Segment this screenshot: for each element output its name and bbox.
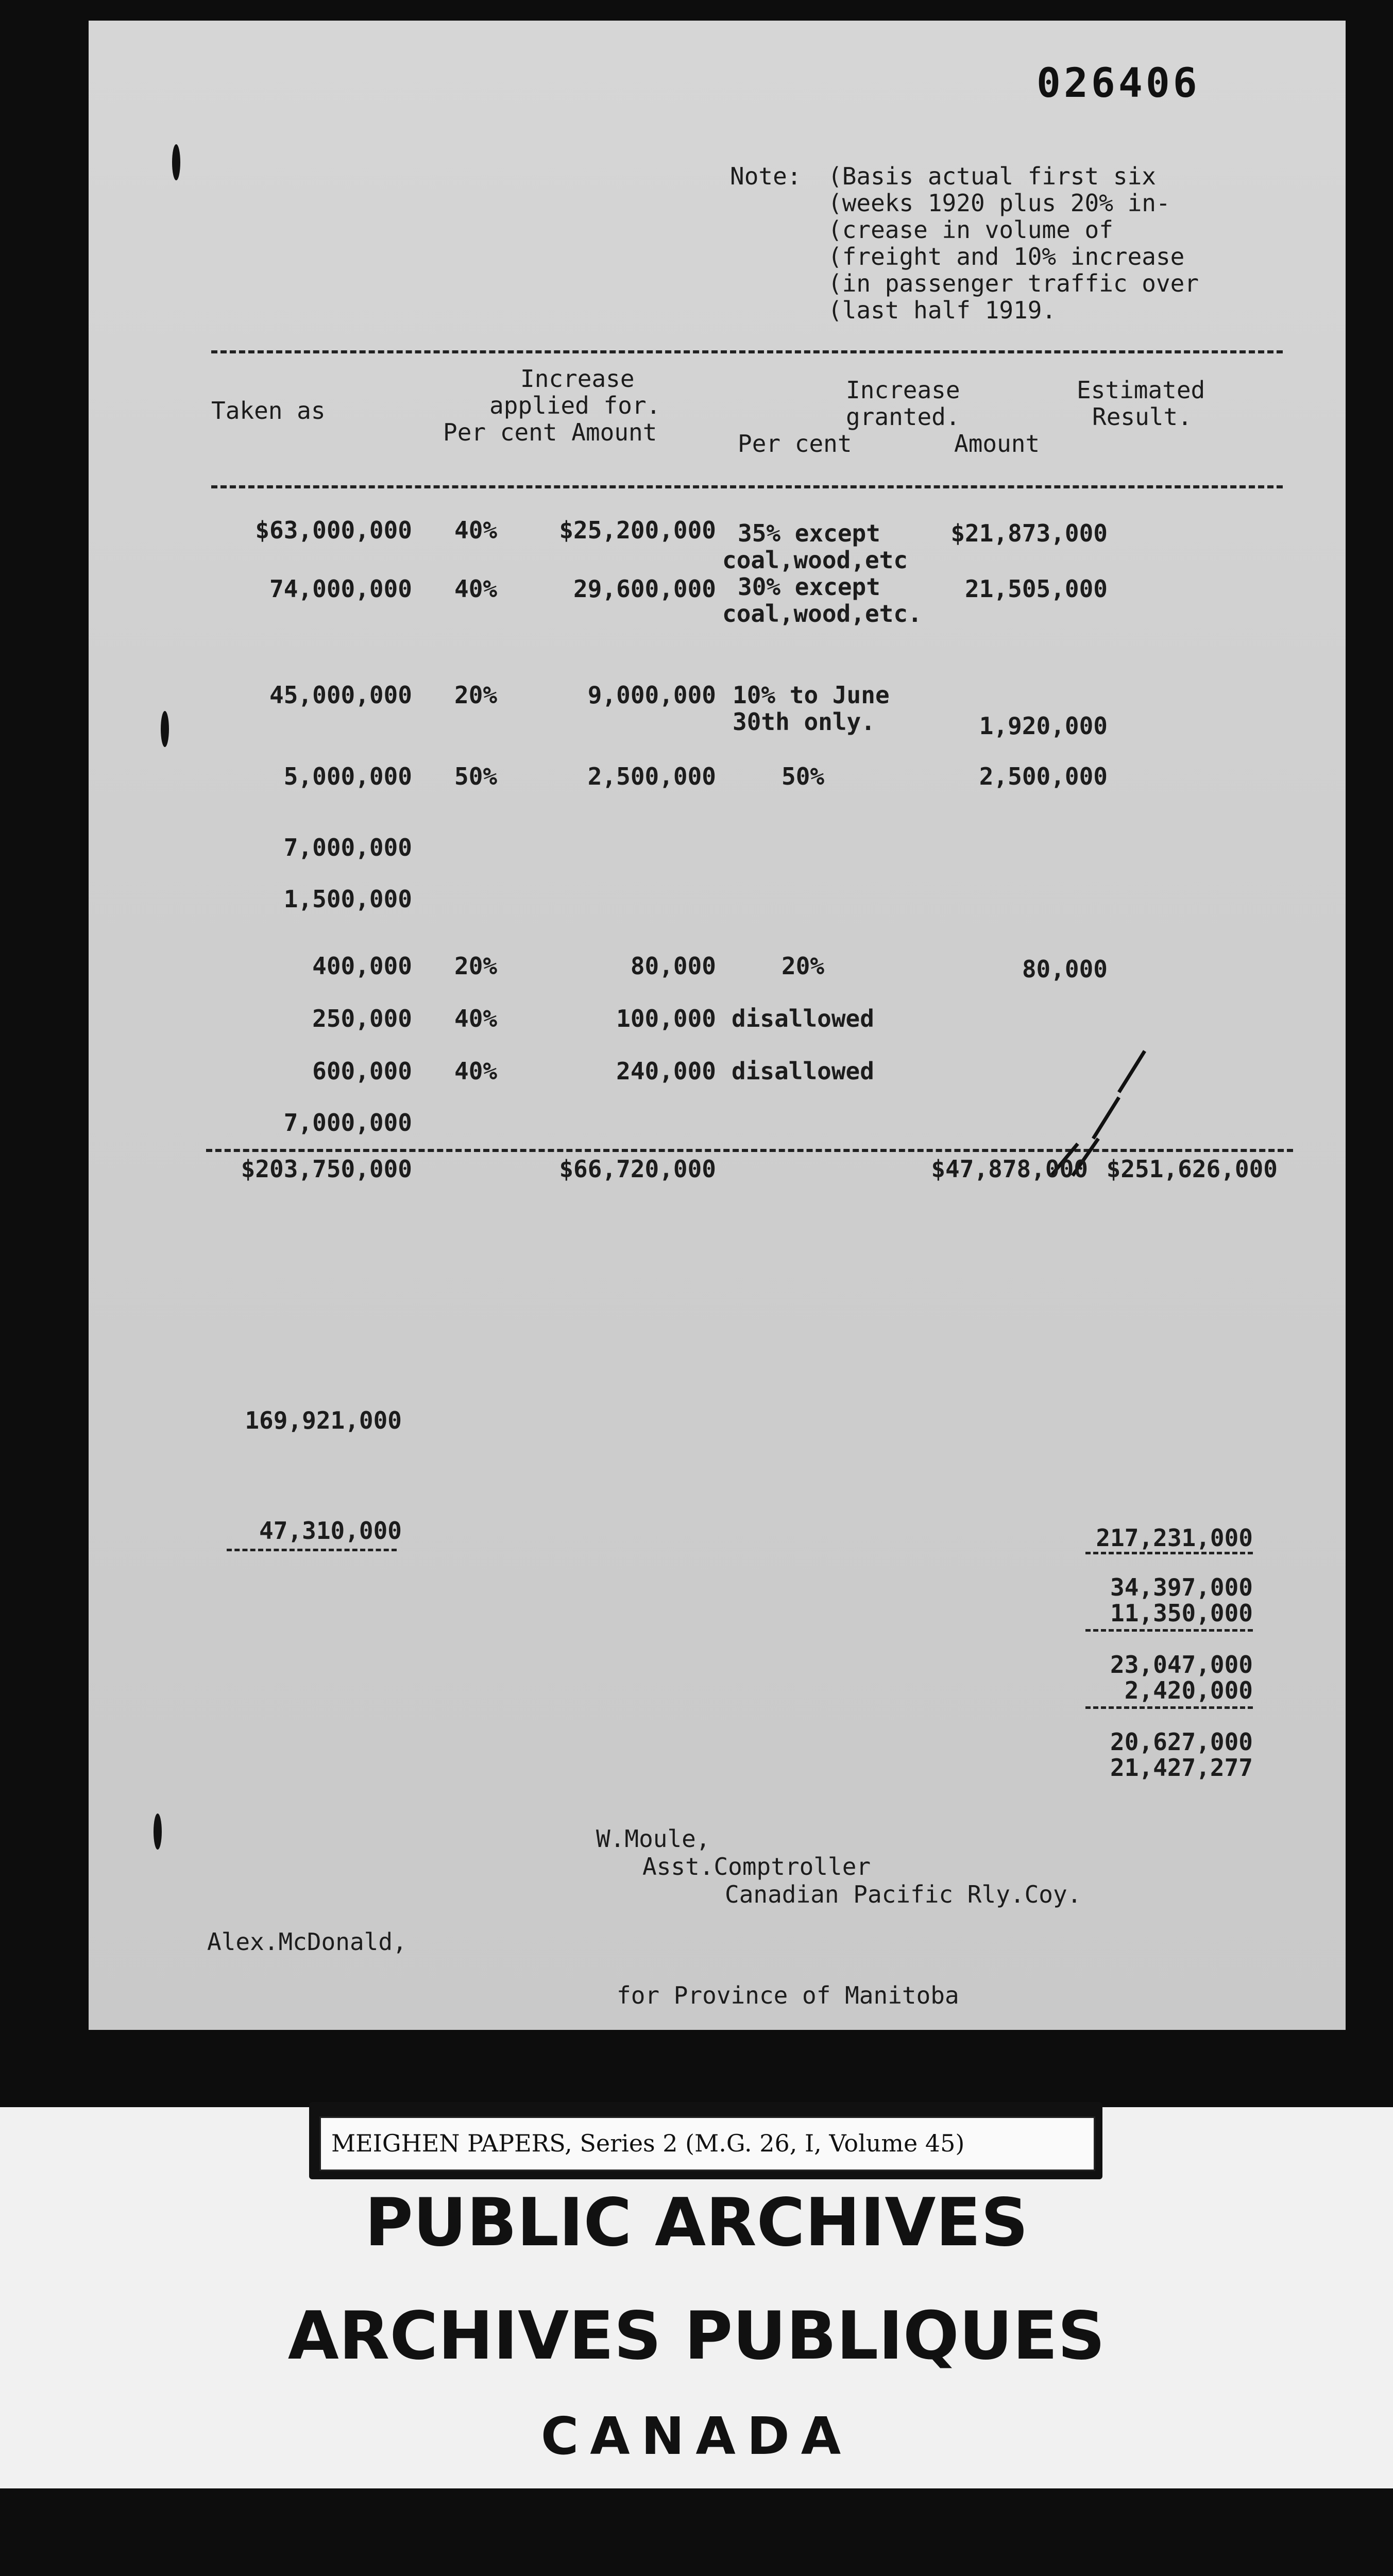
archive-line-2: ARCHIVES PUBLIQUES [287, 2298, 1106, 2375]
signature-company: Canadian Pacific Rly.Coy. [725, 1880, 1082, 1908]
row-granted-pct: 20% [782, 952, 825, 980]
row-pct: 40% [454, 575, 498, 603]
right-rule [1085, 1706, 1253, 1709]
recipient-for: for Province of Manitoba [617, 1981, 959, 2009]
right-figure: 20,627,000 [1110, 1728, 1253, 1756]
header-taken-as: Taken as [211, 397, 326, 425]
note-line: (freight and 10% increase [828, 243, 1185, 270]
margin-mark [154, 1814, 162, 1850]
row-taken: 7,000,000 [283, 1109, 412, 1137]
note-label: Note: [730, 162, 802, 190]
note-line: (last half 1919. [828, 296, 1057, 324]
row-pct: 20% [454, 681, 498, 709]
header-applied-subcols: Per cent Amount [443, 418, 657, 446]
margin-mark [161, 711, 169, 747]
row-taken: 74,000,000 [269, 575, 412, 603]
archive-label [319, 2116, 1095, 2171]
row-taken: 600,000 [312, 1057, 412, 1085]
header-increase-granted: Increase [846, 376, 960, 404]
row-granted-pct: 50% [782, 762, 825, 790]
row-granted-pct: disallowed [732, 1057, 874, 1085]
row-taken: 1,500,000 [283, 885, 412, 913]
right-figure: 23,047,000 [1110, 1651, 1253, 1679]
note-line: (weeks 1920 plus 20% in- [828, 189, 1170, 217]
margin-mark [172, 144, 180, 180]
signature-name: W.Moule, [596, 1825, 710, 1853]
document-page [89, 21, 1346, 2030]
total-granted: $47,878,000 [931, 1155, 1088, 1183]
row-granted-pct: 30th only. [733, 708, 875, 736]
archive-line-1: PUBLIC ARCHIVES [365, 2184, 1028, 2261]
row-taken: 400,000 [312, 952, 412, 980]
total-amount: $66,720,000 [559, 1155, 716, 1183]
document-number: 026406 [1037, 60, 1200, 107]
row-pct: 50% [454, 762, 498, 790]
left-figure: 169,921,000 [245, 1406, 402, 1434]
row-taken: 250,000 [312, 1005, 412, 1032]
right-figure: 217,231,000 [1096, 1524, 1253, 1552]
header-estimated: Estimated [1077, 376, 1205, 404]
row-amount: 9,000,000 [587, 681, 716, 709]
row-granted-pct: disallowed [732, 1005, 874, 1032]
row-granted-pct: 30% except [738, 573, 880, 601]
header-estimated: Result. [1092, 403, 1192, 431]
row-taken: 7,000,000 [283, 834, 412, 861]
header-granted-amount: Amount [954, 430, 1040, 457]
row-taken: $63,000,000 [255, 516, 412, 544]
row-granted-amount: 80,000 [1022, 955, 1108, 983]
archive-label-text: MEIGHEN PAPERS, Series 2 (M.G. 26, I, Volume 45) [331, 2129, 965, 2157]
note-line: (crease in volume of [828, 216, 1113, 244]
left-underline [227, 1549, 397, 1551]
row-granted-pct: coal,wood,etc [722, 546, 908, 574]
header-granted-pct: Per cent [738, 430, 852, 457]
right-figure: 11,350,000 [1110, 1599, 1253, 1627]
row-amount: 29,600,000 [573, 575, 716, 603]
right-rule [1085, 1629, 1253, 1632]
total-taken: $203,750,000 [241, 1155, 412, 1183]
total-estimated: $251,626,000 [1106, 1155, 1278, 1183]
row-pct: 40% [454, 1057, 498, 1085]
row-granted-pct: 35% except [738, 519, 880, 547]
right-rule [1085, 1552, 1253, 1554]
header-rule-bottom [211, 485, 1283, 488]
right-figure: 34,397,000 [1110, 1573, 1253, 1601]
row-granted-pct: coal,wood,etc. [722, 600, 922, 628]
right-figure: 2,420,000 [1124, 1676, 1253, 1704]
row-amount: 240,000 [616, 1057, 716, 1085]
note-line: (in passenger traffic over [828, 269, 1199, 297]
header-increase-applied: Increase [520, 365, 635, 393]
row-granted-amount: 2,500,000 [979, 762, 1108, 790]
right-figure: 21,427,277 [1110, 1754, 1253, 1782]
row-amount: 80,000 [630, 952, 716, 980]
row-taken: 5,000,000 [283, 762, 412, 790]
row-amount: 100,000 [616, 1005, 716, 1032]
recipient-name: Alex.McDonald, [207, 1928, 407, 1956]
header-increase-granted: granted. [846, 403, 960, 431]
note-line: (Basis actual first six [828, 162, 1156, 190]
row-taken: 45,000,000 [269, 681, 412, 709]
header-increase-applied: applied for. [489, 392, 661, 419]
left-figure: 47,310,000 [259, 1517, 402, 1545]
archive-line-3: CANADA [540, 2406, 853, 2466]
row-granted-amount: 1,920,000 [979, 712, 1108, 740]
row-amount: 2,500,000 [587, 762, 716, 790]
row-pct: 40% [454, 1005, 498, 1032]
row-pct: 40% [454, 516, 498, 544]
header-rule-top [211, 350, 1283, 353]
row-pct: 20% [454, 952, 498, 980]
row-granted-amount: $21,873,000 [950, 519, 1108, 547]
row-amount: $25,200,000 [559, 516, 716, 544]
row-granted-amount: 21,505,000 [965, 575, 1108, 603]
signature-title: Asst.Comptroller [642, 1853, 871, 1880]
row-granted-pct: 10% to June [733, 681, 890, 709]
